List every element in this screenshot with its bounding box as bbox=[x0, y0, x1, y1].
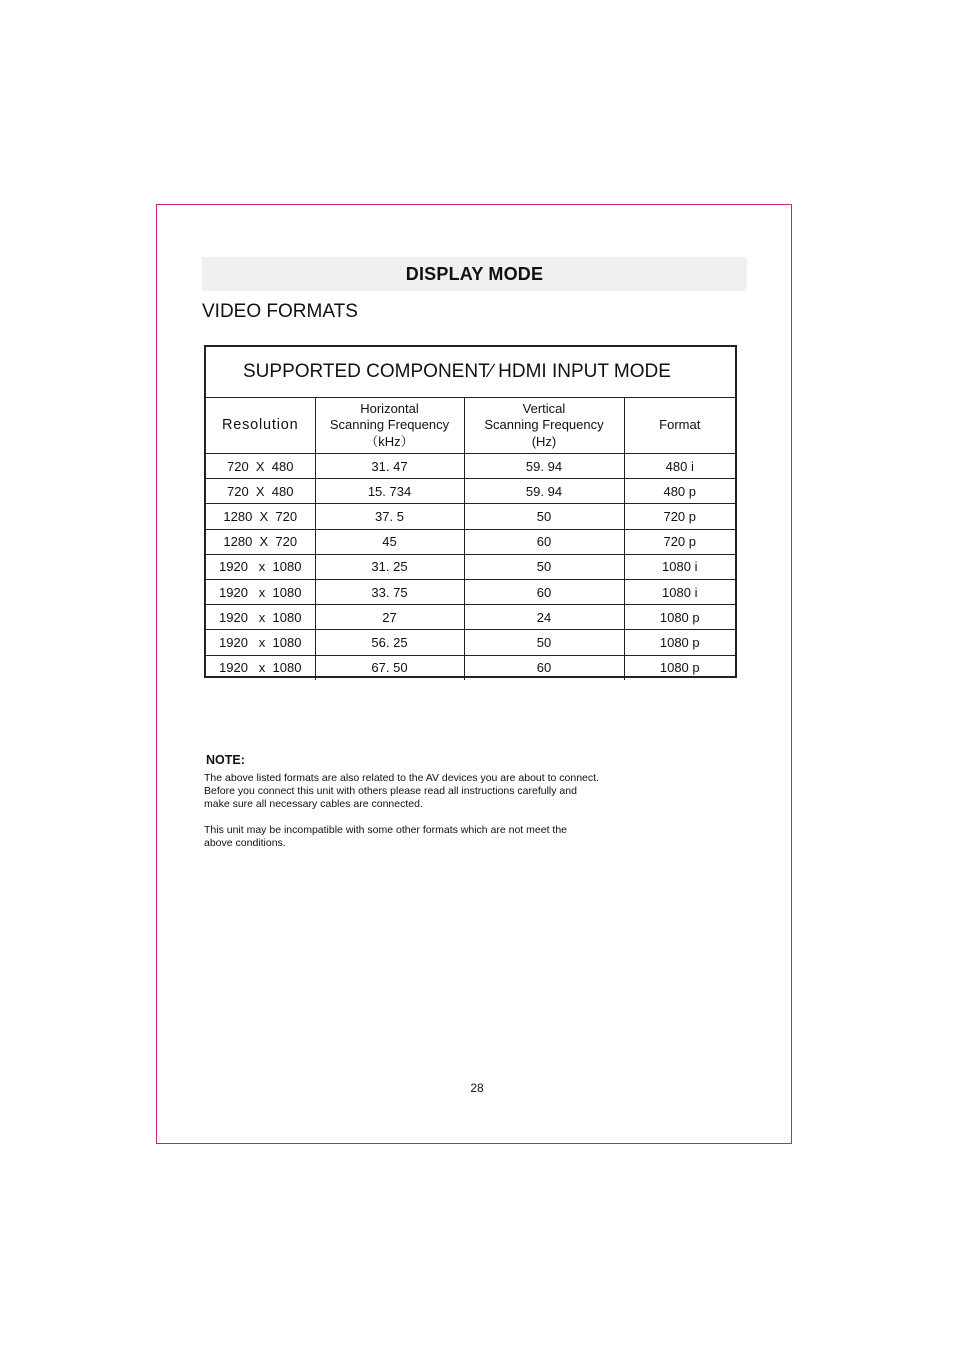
formats-table bbox=[206, 398, 735, 680]
cell-vertical-frequency: 50 bbox=[464, 504, 624, 529]
cell-vertical-frequency: 59. 94 bbox=[464, 454, 624, 479]
cell-resolution: 1920 x 1080 bbox=[206, 630, 315, 655]
cell-vertical-frequency: 60 bbox=[464, 579, 624, 604]
cell-format: 1080 p bbox=[624, 630, 735, 655]
cell-horizontal-frequency: 45 bbox=[315, 529, 464, 554]
page-title: DISPLAY MODE bbox=[405, 263, 544, 284]
cell-vertical-frequency: 50 bbox=[464, 554, 624, 579]
cell-format: 1080 p bbox=[624, 605, 735, 630]
cell-format: 1080 i bbox=[624, 554, 735, 579]
cell-vertical-frequency: 50 bbox=[464, 630, 624, 655]
table-row bbox=[206, 479, 735, 504]
note-paragraph-1: The above listed formats are also related to the AV devices you are about to connect. Before you connect this unit with others please read all instructions carefully and make sure all necessary cables are connected. bbox=[204, 772, 599, 810]
table-row bbox=[206, 454, 735, 479]
cell-vertical-frequency: 59. 94 bbox=[464, 479, 624, 504]
cell-vertical-frequency: 24 bbox=[464, 605, 624, 630]
header-horizontal-frequency: Horizontal Scanning Frequency （kHz） bbox=[315, 398, 464, 454]
cell-resolution: 720 X 480 bbox=[206, 479, 315, 504]
cell-format: 480 i bbox=[624, 454, 735, 479]
note-paragraph-2: This unit may be incompatible with some other formats which are not meet the above conditions. bbox=[204, 824, 567, 849]
note-block bbox=[204, 754, 644, 863]
table-row bbox=[206, 605, 735, 630]
table-row bbox=[206, 579, 735, 604]
cell-horizontal-frequency: 27 bbox=[315, 605, 464, 630]
cell-horizontal-frequency: 33. 75 bbox=[315, 579, 464, 604]
table-row bbox=[206, 529, 735, 554]
table-caption: SUPPORTED COMPONENT∕ HDMI INPUT MODE bbox=[206, 347, 735, 398]
cell-vertical-frequency: 60 bbox=[464, 529, 624, 554]
cell-format: 720 p bbox=[624, 504, 735, 529]
cell-resolution: 1280 X 720 bbox=[206, 504, 315, 529]
header-bar bbox=[202, 257, 747, 291]
cell-horizontal-frequency: 56. 25 bbox=[315, 630, 464, 655]
page-number: 28 bbox=[470, 1081, 484, 1095]
note-label: NOTE: bbox=[206, 753, 245, 767]
cell-horizontal-frequency: 31. 47 bbox=[315, 454, 464, 479]
cell-format: 720 p bbox=[624, 529, 735, 554]
cell-resolution: 1920 x 1080 bbox=[206, 579, 315, 604]
cell-resolution: 720 X 480 bbox=[206, 454, 315, 479]
cell-resolution: 1920 x 1080 bbox=[206, 655, 315, 680]
cell-resolution: 1920 x 1080 bbox=[206, 554, 315, 579]
cell-horizontal-frequency: 37. 5 bbox=[315, 504, 464, 529]
table-header-row bbox=[206, 398, 735, 454]
formats-table-body bbox=[206, 454, 735, 680]
table-row bbox=[206, 504, 735, 529]
cell-format: 1080 p bbox=[659, 660, 700, 676]
cell-horizontal-frequency: 15. 734 bbox=[315, 479, 464, 504]
header-format: Format bbox=[624, 398, 735, 454]
cell-horizontal-frequency: 67. 50 bbox=[315, 655, 464, 680]
header-vertical-frequency: Vertical Scanning Frequency (Hz) bbox=[464, 398, 624, 454]
cell-vertical-frequency: 60 bbox=[464, 655, 624, 680]
cell-horizontal-frequency: 31. 25 bbox=[315, 554, 464, 579]
section-title: VIDEO FORMATS bbox=[202, 301, 358, 322]
table-row bbox=[206, 554, 735, 579]
cell-resolution: 1920 x 1080 bbox=[206, 605, 315, 630]
table-row bbox=[206, 655, 735, 680]
cell-format: 480 p bbox=[624, 479, 735, 504]
table-row bbox=[206, 630, 735, 655]
header-resolution: Resolution bbox=[206, 398, 315, 454]
cell-format: 1080 i bbox=[624, 579, 735, 604]
formats-table-box bbox=[204, 345, 737, 678]
cell-resolution: 1280 X 720 bbox=[206, 529, 315, 554]
